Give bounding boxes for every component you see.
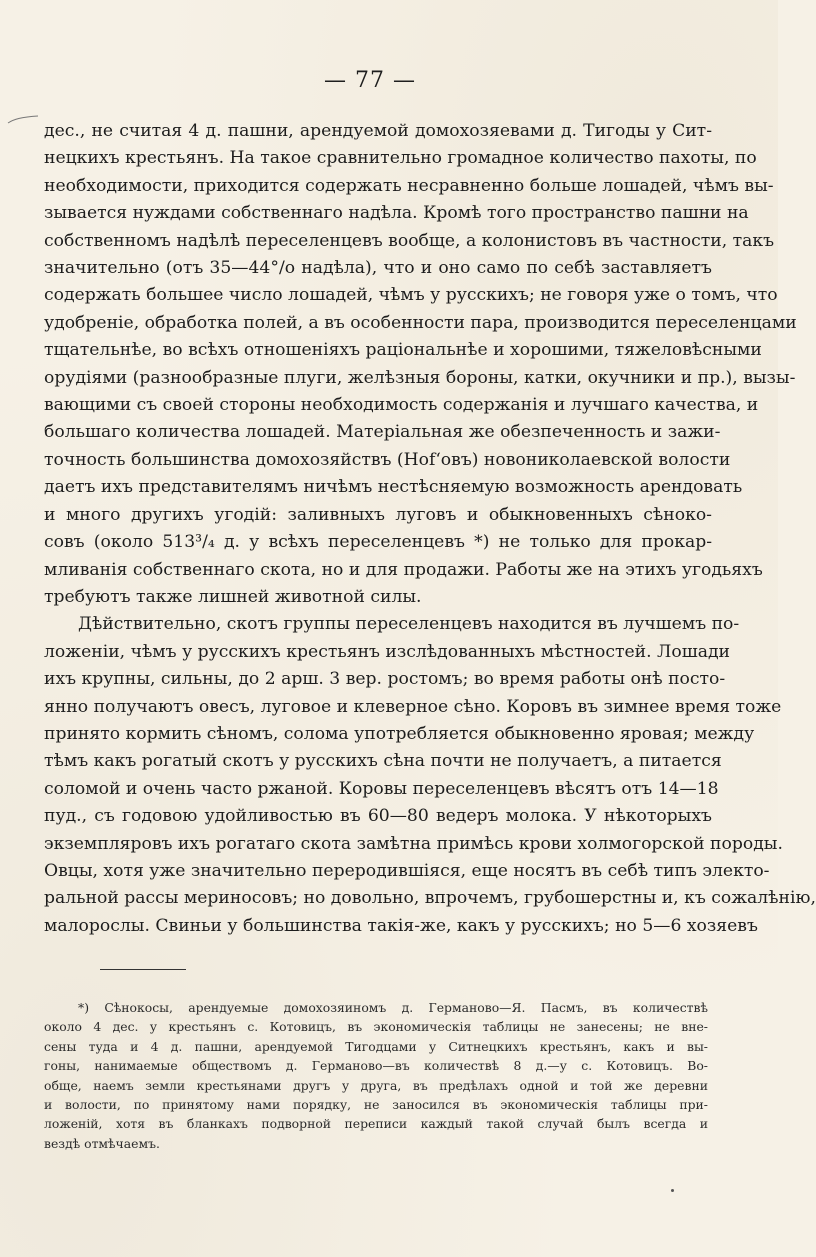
paragraph-2 xyxy=(44,611,816,940)
text-line: зывается нуждами собственнаго надѣла. Кромѣ того пространство пашни на xyxy=(44,203,749,224)
footnote-line: сены туда и 4 д. пашни, арендуемой Тигодцами у Ситнецкихъ крестьянъ, какъ и вы- xyxy=(44,1038,708,1054)
text-line: нецкихъ крестьянъ. На такое сравнительно громадное количество пахоты, по xyxy=(44,148,757,169)
text-line: тѣмъ какъ рогатый скотъ у русскихъ сѣна почти не получаетъ, а питается xyxy=(44,751,722,772)
text-line: даетъ ихъ представителямъ ничѣмъ нестѣсняемую возможность арендовать xyxy=(44,477,743,498)
text-line: и много другихъ угодій: заливныхъ луговъ и обыкновенныхъ сѣноко- xyxy=(44,504,712,525)
text-line: малорослы. Свиньи у большинства такія-же, какъ у русскихъ; но 5—6 хозяевъ xyxy=(44,915,758,936)
footnote xyxy=(44,998,708,1153)
page-number: — 77 — xyxy=(324,68,416,93)
text-line: собственномъ надѣлѣ переселенцевъ вообще, а колонистовъ въ частности, такъ xyxy=(44,230,775,251)
text-line: точность большинства домохозяйствъ (Hof‘овъ) новониколаевской волости xyxy=(44,449,731,470)
text-line: содержать большее число лошадей, чѣмъ у русскихъ; не говоря уже о томъ, что xyxy=(44,285,778,306)
text-line: удобреніе, обработка полей, а въ особенности пара, производится переселенцами xyxy=(44,312,797,333)
text-line: экземпляровъ ихъ рогатаго скота замѣтна примѣсь крови холмогорской породы. xyxy=(44,833,783,854)
text-line: мливанія собственнаго скота, но и для продажи. Работы же на этихъ угодьяхъ xyxy=(44,559,763,580)
main-text xyxy=(44,118,816,940)
text-line: совъ (около 513³/₄ д. у всѣхъ переселенцевъ *) не только для прокар- xyxy=(44,532,712,553)
text-line: большаго количества лошадей. Матеріальная же обезпеченность и зажи- xyxy=(44,422,721,443)
text-line: Овцы, хотя уже значительно переродившіяся, еще носятъ въ себѣ типъ электо- xyxy=(44,860,770,881)
footnote-line: обще, наемъ земли крестьянами другъ у друга, въ предѣлахъ одной и той же деревни xyxy=(44,1077,708,1093)
text-line: соломой и очень часто ржаной. Коровы переселенцевъ вѣсятъ отъ 14—18 xyxy=(44,778,719,799)
text-line: ложеніи, чѣмъ у русскихъ крестьянъ изслѣдованныхъ мѣстностей. Лошади xyxy=(44,641,731,662)
text-line: ральной рассы мериносовъ; но довольно, впрочемъ, грубошерстны и, къ сожалѣнію, xyxy=(44,888,816,909)
paragraph-1 xyxy=(44,118,797,611)
footnote-line: вездѣ отмѣчаемъ. xyxy=(44,1135,160,1151)
text-line: янно получаютъ овесъ, луговое и клеверное сѣно. Коровъ въ зимнее время тоже xyxy=(44,696,782,717)
text-line: пуд., съ годовою удойливостью въ 60—80 ведеръ молока. У нѣкоторыхъ xyxy=(44,806,712,827)
ink-speck xyxy=(671,1189,674,1192)
footnote-divider xyxy=(100,969,186,970)
margin-pencil-mark xyxy=(6,112,40,126)
text-line: принято кормить сѣномъ, солома употребляется обыкновенно яровая; между xyxy=(44,723,755,744)
text-line: вающими съ своей стороны необходимость содержанія и лучшаго качества, и xyxy=(44,395,759,416)
text-line: дес., не считая 4 д. пашни, арендуемой домохозяевами д. Тигоды у Сит- xyxy=(44,121,712,141)
text-line: требуютъ также лишней животной силы. xyxy=(44,586,422,607)
text-line: орудіями (разнообразные плуги, желѣзныя бороны, катки, окучники и пр.), вызы- xyxy=(44,367,796,388)
footnote-line: около 4 дес. у крестьянъ с. Котовицъ, въ экономическія таблицы не занесены; не вне- xyxy=(44,1019,708,1035)
text-line: Дѣйствительно, скотъ группы переселенцевъ находится въ лучшемъ по- xyxy=(78,614,740,635)
footnote-line: гоны, нанимаемые обществомъ д. Германово—въ количествѣ 8 д.—у с. Котовицъ. Во- xyxy=(44,1058,708,1074)
text-line: значительно (отъ 35—44°/о надѣла), что и оно само по себѣ заставляетъ xyxy=(44,258,712,279)
text-line: ихъ крупны, сильны, до 2 арш. 3 вер. ростомъ; во время работы онѣ посто- xyxy=(44,669,726,690)
footnote-line: *) Сѣнокосы, арендуемые домохозяиномъ д. Германово—Я. Пасмъ, въ количествѣ xyxy=(78,1000,708,1015)
footnote-line: и волости, по принятому нами порядку, не заносился въ экономическія таблицы при- xyxy=(44,1097,708,1113)
text-line: необходимости, приходится содержать несравненно больше лошадей, чѣмъ вы- xyxy=(44,175,774,196)
text-line: тщательнѣе, во всѣхъ отношеніяхъ раціональнѣе и хорошими, тяжеловѣсными xyxy=(44,340,762,361)
footnote-line: ложеній, хотя въ бланкахъ подворной переписи каждый такой случай былъ всегда и xyxy=(44,1116,708,1132)
